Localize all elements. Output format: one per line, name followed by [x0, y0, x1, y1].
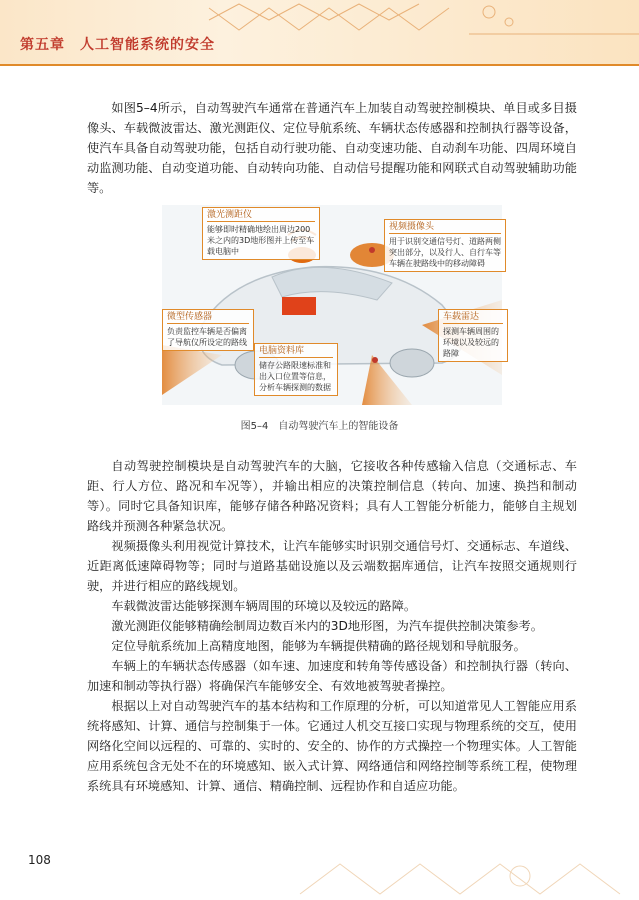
callout-lidar: [202, 207, 320, 260]
figure-caption: 图5–4 自动驾驶汽车上的智能设备: [240, 421, 399, 432]
callout-lidar-title: 激光测距仪: [207, 210, 315, 222]
paragraph-camera: 视频摄像头利用视觉计算技术，让汽车能够实时识别交通信号灯、交通标志、车道线、近距离低速障碍物等；同时与道路基础设施以及云端数据库通信，让汽车按照交通规则行驶，并进行相应的路线规划。: [87, 539, 577, 593]
callout-radar-text: 探测车辆周围的环境以及较远的路障: [443, 327, 499, 358]
page-header-band: [0, 0, 639, 66]
callout-sensor: [162, 309, 254, 351]
paragraph-radar: 车载微波雷达能够探测车辆周围的环境以及较远的路障。: [111, 599, 417, 613]
paragraph-intro: 如图5–4所示，自动驾驶汽车通常在普通汽车上加装自动驾驶控制模块、单目或多目摄像头、车载微波雷达、激光测距仪、定位导航系统、车辆状态传感器和控制执行器等设备，使汽车具备自动驾驶功能，包括自动行驶功能、自动变速功能、自动刹车功能、四周环境自动监测功能、自动变道功能、自动转向功能、自动信号提醒功能和网联式自动驾驶辅助功能等。: [87, 101, 577, 195]
page-number: 108: [28, 853, 51, 867]
paragraph-state-sensors: 车辆上的车辆状态传感器（如车速、加速度和转角等传感设备）和控制执行器（转向、加速和制动等执行器）将确保汽车能够安全、有效地被驾驶者操控。: [87, 659, 577, 693]
callout-camera-text: 用于识别交通信号灯、道路两侧突出部分，以及行人、自行车等车辆在驶路线中的移动障碍: [389, 237, 501, 268]
callout-sensor-text: 负责监控车辆是否偏离了导航仪所设定的路线: [167, 327, 247, 347]
paragraph-lidar: 激光测距仪能够精确绘制周边数百米内的3D地形图，为汽车提供控制决策参考。: [111, 619, 543, 633]
paragraph-summary: 根据以上对自动驾驶汽车的基本结构和工作原理的分析，可以知道常见人工智能应用系统将感知、计算、通信与控制集于一体。它通过人机交互接口实现与物理系统的交互，使用网络化空间以远程的、可靠的、实时的、安全的、协作的方式操控一个物理实体。人工智能应用系统包含无处不在的环境感知、嵌入式计算、网络通信和网络控制等系统工程，使物理系统具有环境感知、计算、通信、精确控制、远程协作和自适应功能。: [87, 699, 577, 793]
paragraph-navigation: 定位导航系统加上高精度地图，能够为车辆提供精确的路径规划和导航服务。: [111, 639, 526, 653]
callout-radar: [438, 309, 508, 362]
figure-autonomous-car: [162, 205, 502, 405]
callout-computer-text: 储存公路限速标准和出入口位置等信息，分析车辆探测的数据: [259, 361, 331, 392]
callout-camera: [384, 219, 506, 272]
callout-lidar-text: 能够即时精确地绘出周边200米之内的3D地形图并上传至车载电脑中: [207, 225, 315, 256]
header-pattern-icon: [169, 0, 639, 40]
callout-computer: [254, 343, 338, 396]
callout-computer-title: 电脑资料库: [259, 346, 333, 358]
callout-camera-title: 视频摄像头: [389, 222, 501, 234]
paragraph-control-module: 自动驾驶控制模块是自动驾驶汽车的大脑，它接收各种传感输入信息（交通标志、车距、行人方位、路况和车况等），并输出相应的决策控制信息（转向、加速、换挡和制动等）。同时它具备知识库，能够存储各种路况资料；具有人工智能分析能力，能够自主规划路线并预测各种紧急状况。: [87, 459, 577, 533]
callout-sensor-title: 微型传感器: [167, 312, 249, 324]
footer-pattern-icon: [0, 854, 639, 900]
chapter-title: 第五章 人工智能系统的安全: [20, 37, 215, 53]
callout-radar-title: 车载雷达: [443, 312, 503, 324]
